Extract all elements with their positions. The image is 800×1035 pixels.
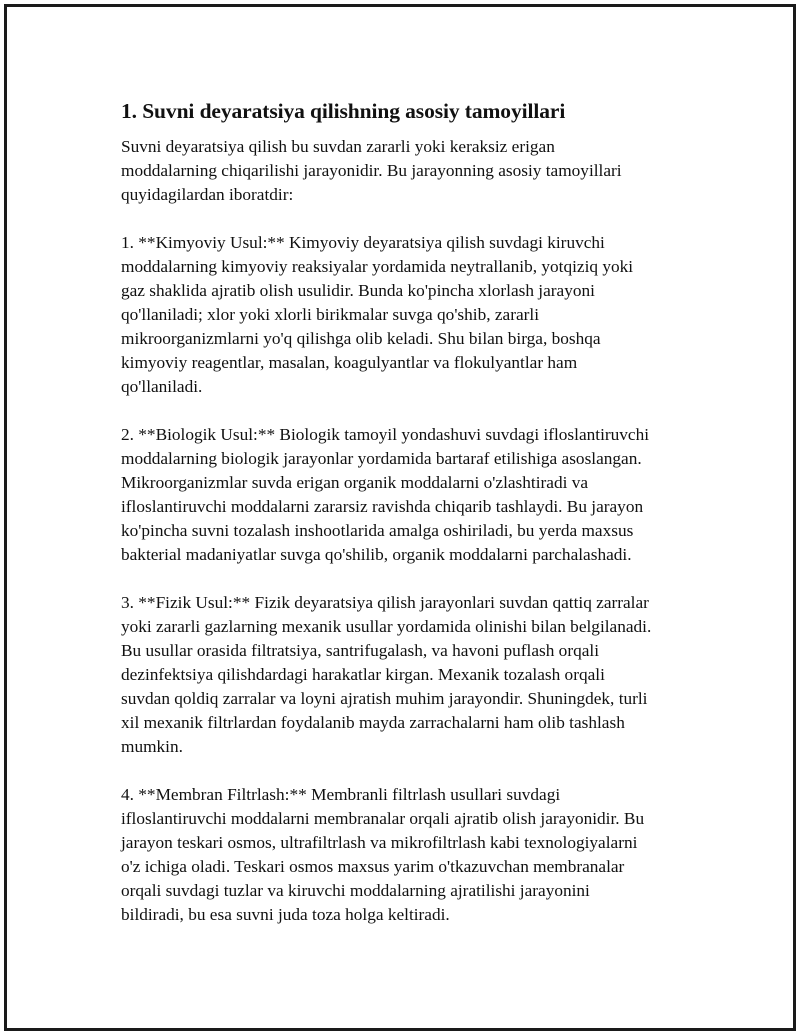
document-body: [121, 97, 701, 951]
paragraph-chemical-method: 1. **Kimyoviy Usul:** Kimyoviy deyaratsiya qilish suvdagi kiruvchi moddalarning kimyoviy reaksiyalar yordamida neytrallanib, yotqiziq yoki gaz shaklida ajratib olish usulidir. Bunda ko'pincha xlorlash jarayoni qo'llaniladi; xlor yoki xlorli birikmalar suvga qo'shib, zararli mikroorganizmlarni yo'q qilishga olib keladi. Shu bilan birga, boshqa kimyoviy reagentlar, masalan, koagulyantlar va flokulyantlar ham qo'llaniladi.: [121, 233, 634, 396]
paragraph-physical-method: 3. **Fizik Usul:** Fizik deyaratsiya qilish jarayonlari suvdan qattiq zarralar yoki zararli gazlarning mexanik usullar yordamida olinishi bilan belgilanadi. Bu usullar orasida filtratsiya, santrifugalash, va havoni puflash orqali dezinfektsiya qilishdardagi harakatlar kirgan. Mexanik tozalash orqali suvdan qoldiq zarralar va loyni ajratish muhim jarayondir. Shuningdek, turli xil mexanik filtrlardan foydalanib mayda zarrachalarni ham olib tashlash mumkin.: [121, 593, 652, 756]
section-heading: 1. Suvni deyaratsiya qilishning asosiy tamoyillari: [121, 99, 566, 123]
page-frame: [4, 4, 796, 1031]
intro-paragraph: Suvni deyaratsiya qilish bu suvdan zararli yoki keraksiz erigan moddalarning chiqarilishi jarayonidir. Bu jarayonning asosiy tamoyillari quyidagilardan iboratdir:: [121, 137, 622, 204]
paragraph-biological-method: 2. **Biologik Usul:** Biologik tamoyil yondashuvi suvdagi ifloslantiruvchi moddalarning biologik jarayonlar yordamida bartaraf etilishiga asoslangan. Mikroorganizmlar suvda erigan organik moddalarni o'zlashtiradi va ifloslantiruvchi moddalarni zararsiz ravishda chiqarib tashlaydi. Bu jarayon ko'pincha suvni tozalash inshootlarida amalga oshiriladi, bu yerda maxsus bakterial madaniyatlar suvga qo'shilib, organik moddalarni parchalashadi.: [121, 425, 650, 564]
paragraph-membrane-filtration: 4. **Membran Filtrlash:** Membranli filtrlash usullari suvdagi ifloslantiruvchi moddalarni membranalar orqali ajratib olish jarayonidir. Bu jarayon teskari osmos, ultrafiltrlash va mikrofiltrlash kabi texnologiyalarni o'z ichiga oladi. Teskari osmos maxsus yarim o'tkazuvchan membranalar orqali suvdagi tuzlar va kiruvchi moddalarning ajratilishi jarayonini bildiradi, bu esa suvni juda toza holga keltiradi.: [121, 785, 645, 924]
